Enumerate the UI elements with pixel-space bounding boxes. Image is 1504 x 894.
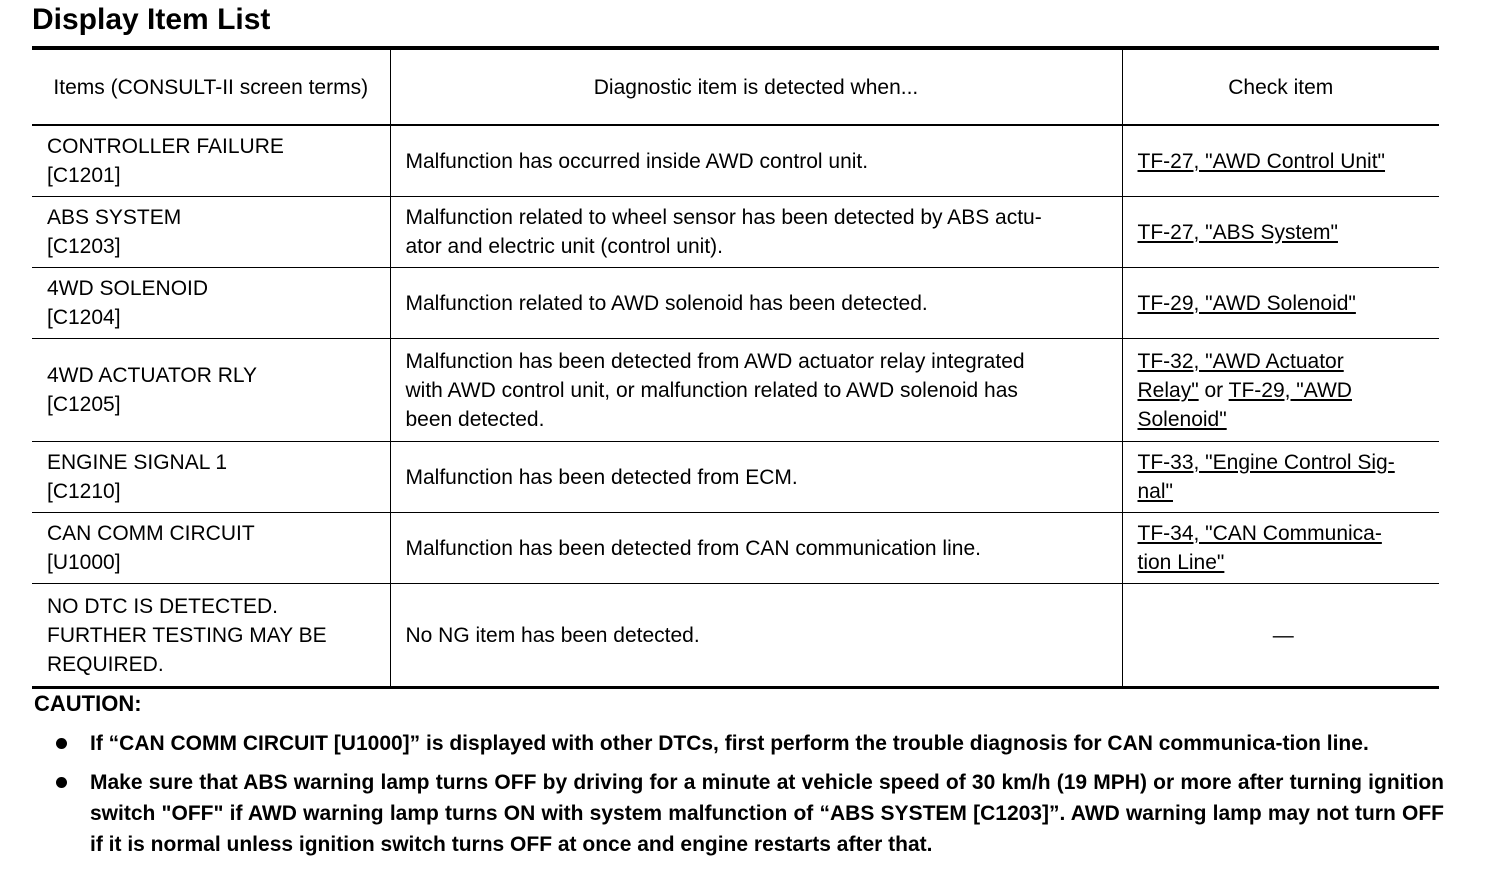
check-cell	[1122, 513, 1439, 584]
check-link[interactable]: Solenoid"	[1137, 407, 1227, 431]
header-detected: Diagnostic item is detected when...	[390, 48, 1122, 125]
item-name: FURTHER TESTING MAY BE	[47, 623, 327, 647]
check-cell	[1122, 125, 1439, 197]
table-row	[32, 584, 1439, 688]
header-check: Check item	[1122, 48, 1439, 125]
detected-line: ator and electric unit (control unit).	[405, 235, 723, 258]
table-row	[32, 339, 1439, 442]
table-row	[32, 442, 1439, 513]
check-cell	[1122, 268, 1439, 339]
table-row	[32, 268, 1439, 339]
item-cell	[32, 125, 390, 197]
check-joiner: or	[1198, 378, 1229, 402]
detected-cell: Malfunction has been detected from CAN communication line.	[390, 513, 1122, 584]
item-name: NO DTC IS DETECTED.	[47, 594, 279, 618]
detected-cell	[390, 197, 1122, 268]
check-link[interactable]: TF-27, "ABS System"	[1137, 220, 1338, 244]
check-cell	[1122, 442, 1439, 513]
check-link[interactable]: TF-32, "AWD Actuator	[1137, 349, 1344, 373]
display-item-table	[32, 46, 1439, 689]
item-name: CONTROLLER FAILURE	[47, 135, 284, 158]
item-code: [C1201]	[47, 164, 121, 187]
item-code: [C1205]	[47, 393, 121, 416]
check-link[interactable]: Relay"	[1137, 378, 1199, 402]
table-header-row	[32, 48, 1439, 125]
item-name: ENGINE SIGNAL 1	[47, 451, 228, 474]
header-items: Items (CONSULT-II screen terms)	[32, 48, 390, 125]
bullet-icon	[56, 738, 67, 749]
item-name: REQUIRED.	[47, 652, 164, 676]
table-row	[32, 513, 1439, 584]
item-name: CAN COMM CIRCUIT	[47, 522, 255, 545]
item-cell	[32, 268, 390, 339]
detected-line: been detected.	[405, 407, 545, 431]
detected-cell: Malfunction has been detected from ECM.	[390, 442, 1122, 513]
check-link[interactable]: TF-34, "CAN Communica-	[1137, 522, 1382, 545]
caution-text: If “CAN COMM CIRCUIT [U1000]” is displayed with other DTCs, first perform the trouble diagnosis for CAN communica-tion line.	[90, 732, 1369, 755]
detected-line: Malfunction related to wheel sensor has been detected by ABS actu-	[405, 206, 1042, 229]
page-title: Display Item List	[32, 3, 271, 36]
check-cell	[1122, 197, 1439, 268]
check-link[interactable]: TF-29, "AWD Solenoid"	[1137, 291, 1356, 315]
detected-cell: No NG item has been detected.	[390, 584, 1122, 688]
check-link[interactable]: TF-27, "AWD Control Unit"	[1137, 149, 1386, 173]
bullet-icon	[56, 777, 67, 788]
item-cell	[32, 584, 390, 688]
detected-cell	[390, 339, 1122, 442]
item-cell	[32, 442, 390, 513]
table-row	[32, 125, 1439, 197]
detected-cell: Malfunction related to AWD solenoid has been detected.	[390, 268, 1122, 339]
caution-item	[34, 728, 1444, 759]
caution-item	[34, 767, 1444, 860]
item-cell	[32, 513, 390, 584]
item-name: ABS SYSTEM	[47, 206, 182, 229]
check-link[interactable]: nal"	[1137, 480, 1173, 503]
item-cell	[32, 339, 390, 442]
caution-text: Make sure that ABS warning lamp turns OFF by driving for a minute at vehicle speed of 30 km/h (19 MPH) or more after turning ignition switch "OFF" if AWD warning lamp turns ON with system malfunction of “ABS SYSTEM [C1203]”. AWD warning lamp may not turn OFF if it is normal unless ignition switch turns OFF at once and engine restarts after that.	[90, 771, 1444, 856]
caution-heading: CAUTION:	[34, 691, 142, 716]
caution-section	[34, 690, 1444, 860]
item-cell	[32, 197, 390, 268]
check-link[interactable]: tion Line"	[1137, 551, 1225, 574]
item-name: 4WD SOLENOID	[47, 277, 209, 300]
check-cell	[1122, 339, 1439, 442]
detected-cell: Malfunction has occurred inside AWD control unit.	[390, 125, 1122, 197]
check-link[interactable]: TF-29, "AWD	[1228, 378, 1352, 402]
table-row	[32, 197, 1439, 268]
detected-line: with AWD control unit, or malfunction related to AWD solenoid has	[405, 378, 1018, 402]
item-code: [U1000]	[47, 551, 121, 574]
item-name: 4WD ACTUATOR RLY	[47, 364, 258, 387]
item-code: [C1210]	[47, 480, 121, 503]
check-cell: —	[1122, 584, 1439, 688]
check-link[interactable]: TF-33, "Engine Control Sig-	[1137, 451, 1395, 474]
item-code: [C1204]	[47, 306, 121, 329]
detected-line: Malfunction has been detected from AWD actuator relay integrated	[405, 349, 1025, 373]
item-code: [C1203]	[47, 235, 121, 258]
